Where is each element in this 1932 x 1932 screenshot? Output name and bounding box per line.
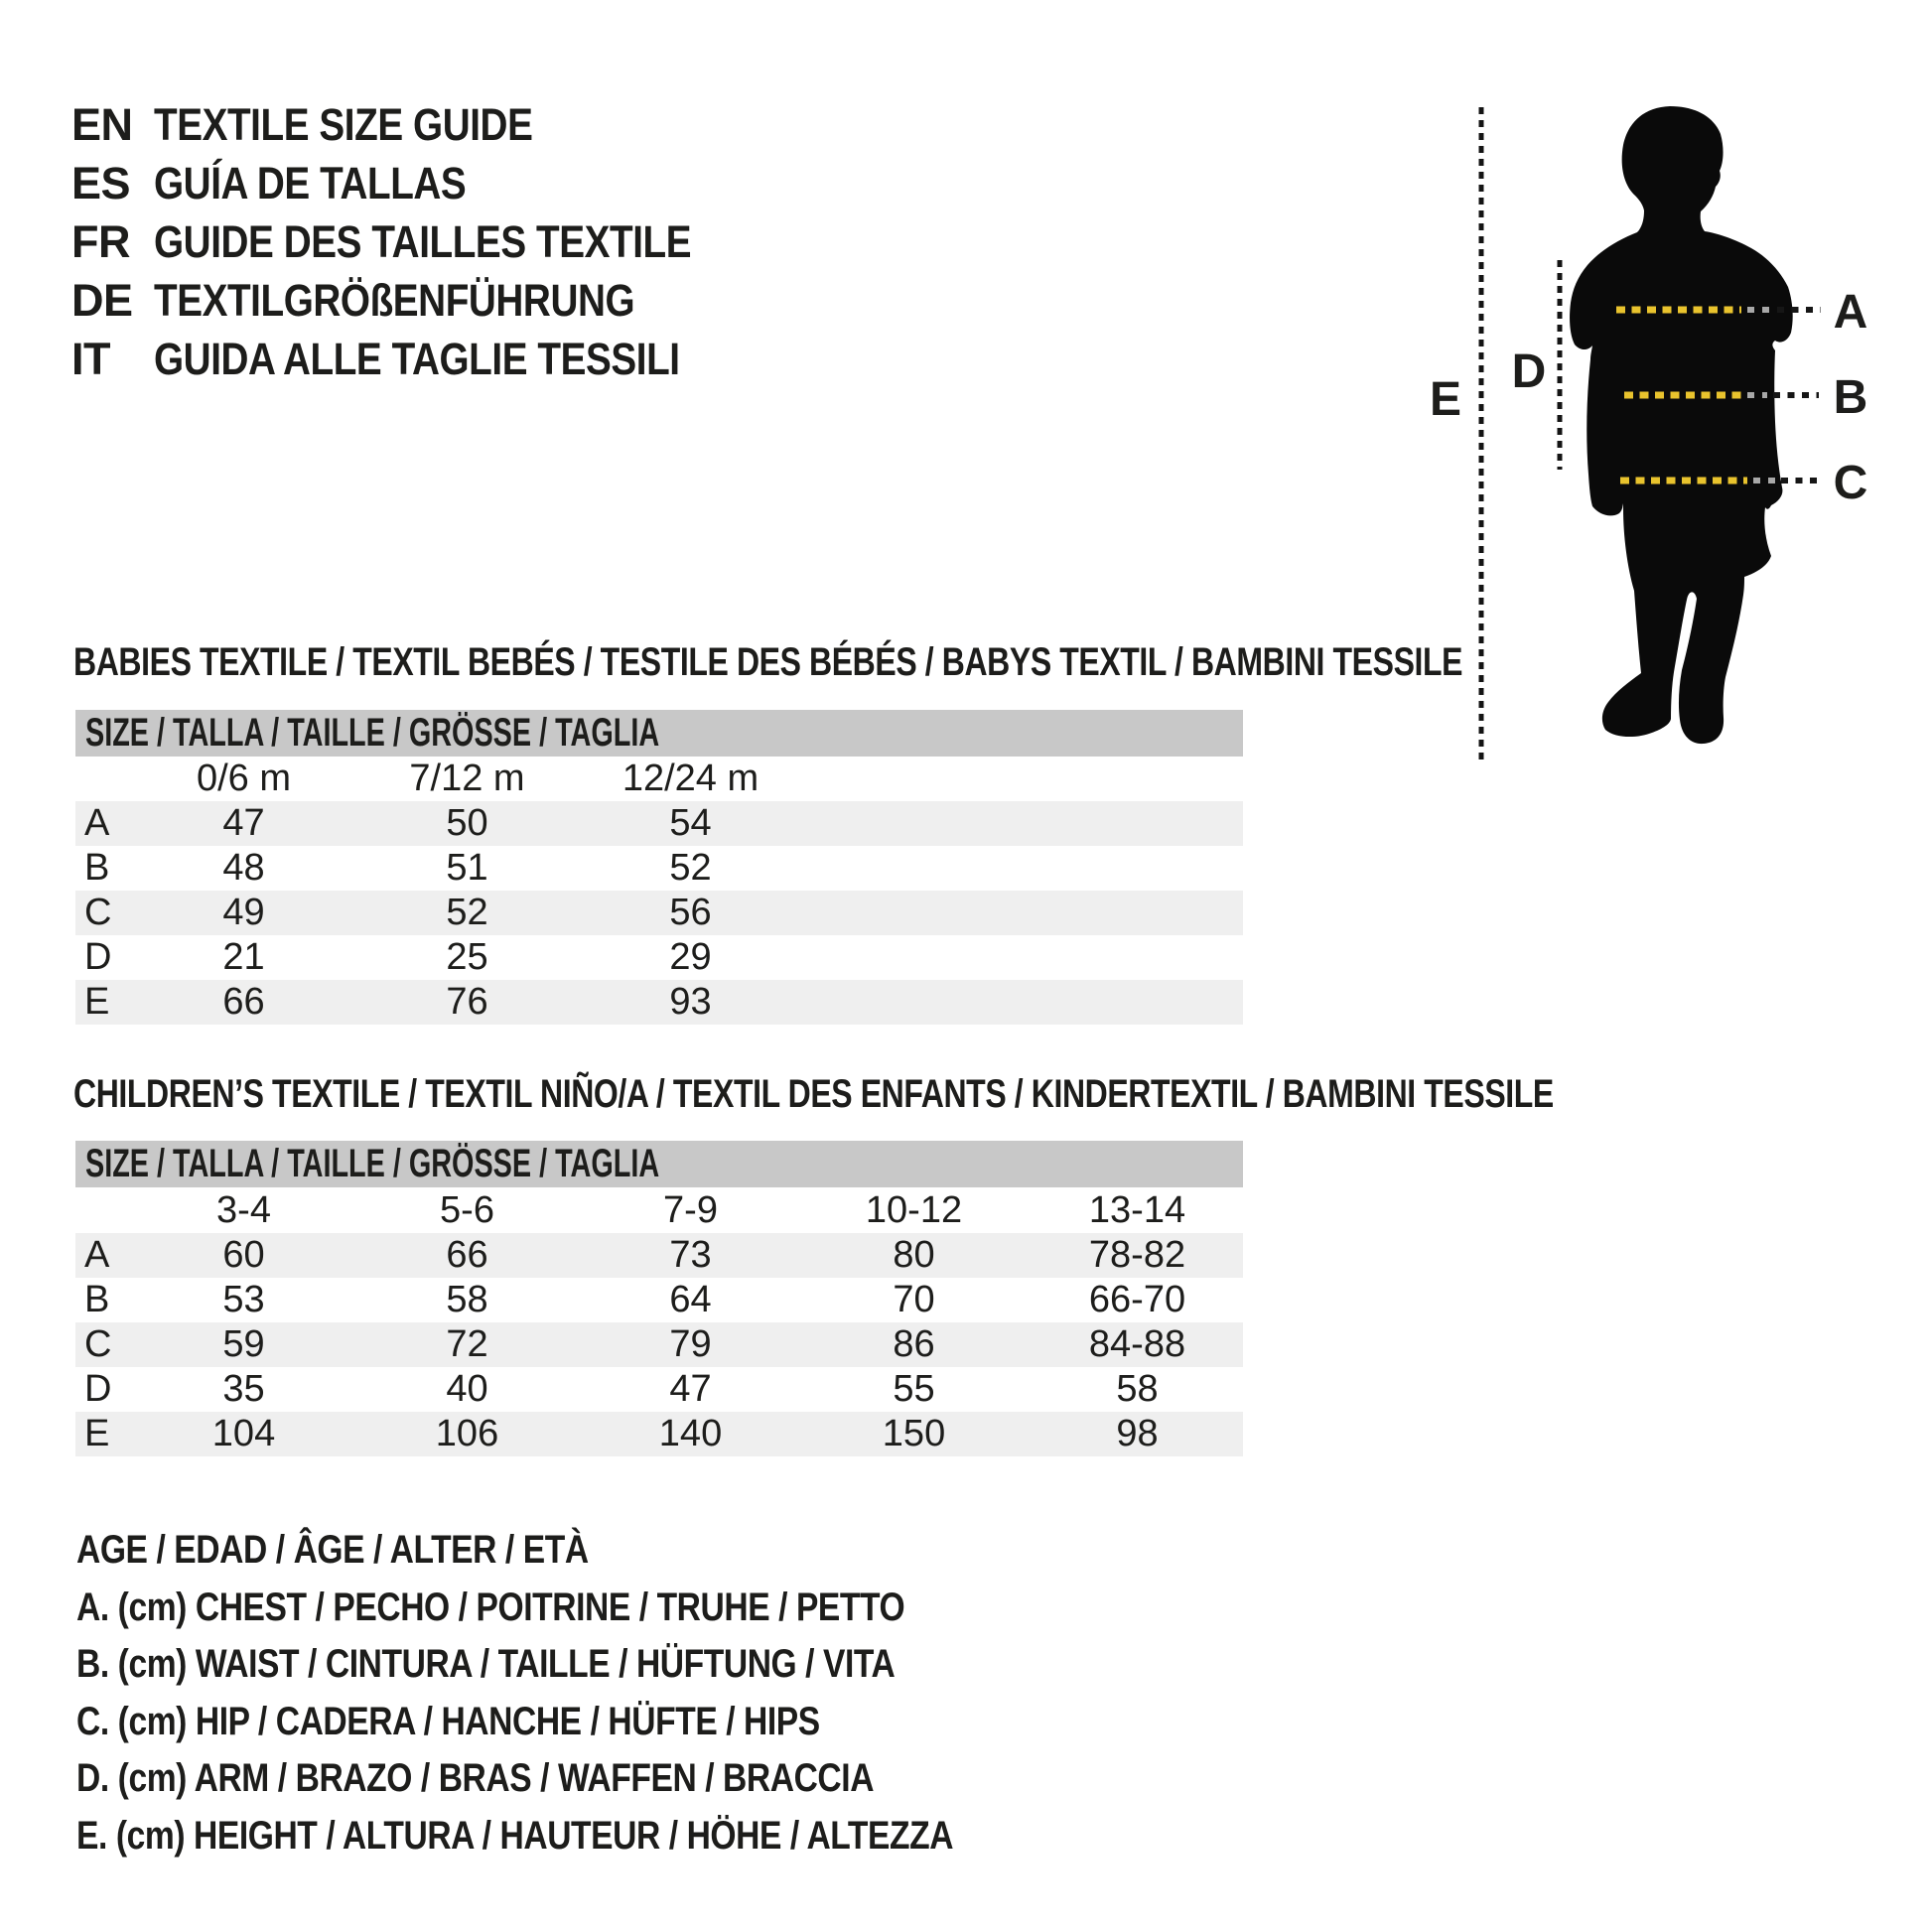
- hip-label: C: [1833, 457, 1868, 509]
- babies-size-header-text: SIZE / TALLA / TAILLE / GRÖSSE / TAGLIA: [85, 711, 660, 755]
- table-row: [75, 1412, 1243, 1456]
- babies-section-title-text: BABIES TEXTILE / TEXTIL BEBÉS / TESTILE DES BÉBÉS / BABYS TEXTIL / BAMBINI TESSILE: [73, 640, 1463, 684]
- size-value-cell: 58: [1116, 1368, 1159, 1410]
- row-label: E: [84, 1413, 110, 1454]
- table-row: [75, 846, 1243, 891]
- size-value-cell: 98: [1116, 1413, 1159, 1454]
- size-value-cell: 49: [222, 892, 265, 933]
- babies-size-header-bar: [75, 710, 1243, 757]
- language-guide-title: GUIDA ALLE TAGLIE TESSILI: [154, 333, 680, 384]
- table-row: [75, 935, 1243, 980]
- language-row: [71, 330, 778, 388]
- language-code: DE: [71, 274, 133, 326]
- table-row: [75, 801, 1243, 846]
- legend-text: AGE / EDAD / ÂGE / ALTER / ETÀ: [76, 1528, 589, 1573]
- legend-text: E. (cm) HEIGHT / ALTURA / HAUTEUR / HÖHE / ALTEZZA: [76, 1813, 954, 1858]
- height-label: E: [1430, 373, 1462, 426]
- column-header: 5-6: [440, 1189, 494, 1231]
- row-label: A: [84, 1234, 110, 1276]
- language-title-list: [71, 95, 778, 388]
- row-label: C: [84, 892, 112, 933]
- size-value-cell: 76: [446, 981, 488, 1023]
- table-row: [75, 891, 1243, 935]
- size-value-cell: 29: [669, 936, 712, 978]
- row-label: D: [84, 1368, 112, 1410]
- language-code: EN: [71, 98, 133, 150]
- size-value-cell: 80: [893, 1234, 935, 1276]
- size-value-cell: 64: [669, 1279, 712, 1320]
- chest-label: A: [1833, 286, 1868, 339]
- row-label: E: [84, 981, 110, 1023]
- column-header: 7-9: [663, 1189, 718, 1231]
- size-value-cell: 21: [222, 936, 265, 978]
- size-value-cell: 78-82: [1088, 1234, 1186, 1276]
- children-size-header-bar: [75, 1141, 1243, 1187]
- column-header: 7/12 m: [409, 758, 525, 799]
- size-value-cell: 73: [669, 1234, 712, 1276]
- size-value-cell: 51: [446, 847, 488, 889]
- table-row: [75, 980, 1243, 1025]
- size-value-cell: 35: [222, 1368, 265, 1410]
- children-size-table: [75, 1188, 1243, 1456]
- column-header: 10-12: [865, 1189, 963, 1231]
- column-header: 13-14: [1088, 1189, 1186, 1231]
- size-value-cell: 60: [222, 1234, 265, 1276]
- size-value-cell: 72: [446, 1323, 488, 1365]
- table-row: [75, 1233, 1243, 1278]
- child-measurement-figure: [1430, 79, 1932, 794]
- language-guide-title: TEXTILE SIZE GUIDE: [154, 98, 533, 150]
- legend-row: [76, 1522, 1120, 1580]
- row-label: A: [84, 802, 110, 844]
- language-row: [71, 154, 778, 212]
- row-label: B: [84, 847, 110, 889]
- language-guide-title: GUIDE DES TAILLES TEXTILE: [154, 215, 692, 267]
- size-value-cell: 150: [882, 1413, 946, 1454]
- size-value-cell: 66: [222, 981, 265, 1023]
- table-row: [75, 1322, 1243, 1367]
- babies-size-table: [75, 757, 1243, 1025]
- arm-label: D: [1511, 345, 1547, 398]
- legend-text: C. (cm) HIP / CADERA / HANCHE / HÜFTE / HIPS: [76, 1699, 820, 1743]
- language-code: FR: [71, 215, 130, 267]
- table-row: [75, 1278, 1243, 1322]
- size-value-cell: 86: [893, 1323, 935, 1365]
- size-value-cell: 47: [669, 1368, 712, 1410]
- size-value-cell: 140: [658, 1413, 723, 1454]
- row-label: D: [84, 936, 112, 978]
- row-label: B: [84, 1279, 110, 1320]
- children-size-header-text: SIZE / TALLA / TAILLE / GRÖSSE / TAGLIA: [85, 1142, 660, 1185]
- size-value-cell: 106: [435, 1413, 499, 1454]
- size-value-cell: 54: [669, 802, 712, 844]
- size-value-cell: 53: [222, 1279, 265, 1320]
- size-value-cell: 104: [211, 1413, 276, 1454]
- language-code: IT: [71, 333, 110, 384]
- legend-row: [76, 1636, 1120, 1694]
- legend-row: [76, 1580, 1120, 1637]
- language-code: ES: [71, 157, 131, 208]
- legend-row: [76, 1694, 1120, 1751]
- language-row: [71, 95, 778, 154]
- size-value-cell: 66-70: [1088, 1279, 1186, 1320]
- size-value-cell: 52: [446, 892, 488, 933]
- language-guide-title: TEXTILGRÖßENFÜHRUNG: [154, 274, 635, 326]
- size-value-cell: 79: [669, 1323, 712, 1365]
- size-value-cell: 58: [446, 1279, 488, 1320]
- size-value-cell: 48: [222, 847, 265, 889]
- children-section-title-text: CHILDREN’S TEXTILE / TEXTIL NIÑO/A / TEXTIL DES ENFANTS / KINDERTEXTIL / BAMBINI TESSILE: [73, 1072, 1554, 1116]
- size-value-cell: 84-88: [1088, 1323, 1186, 1365]
- size-value-cell: 52: [669, 847, 712, 889]
- size-value-cell: 66: [446, 1234, 488, 1276]
- language-row: [71, 271, 778, 330]
- children-section-title: [73, 1072, 1924, 1117]
- size-value-cell: 25: [446, 936, 488, 978]
- language-guide-title: GUÍA DE TALLAS: [154, 157, 467, 208]
- size-value-cell: 40: [446, 1368, 488, 1410]
- child-silhouette: [1570, 106, 1793, 744]
- column-header: 3-4: [216, 1189, 271, 1231]
- size-value-cell: 47: [222, 802, 265, 844]
- size-value-cell: 50: [446, 802, 488, 844]
- size-value-cell: 93: [669, 981, 712, 1023]
- legend-text: B. (cm) WAIST / CINTURA / TAILLE / HÜFTUNG / VITA: [76, 1642, 896, 1687]
- column-header: 12/24 m: [621, 758, 759, 799]
- legend-row: [76, 1750, 1120, 1808]
- size-value-cell: 55: [893, 1368, 935, 1410]
- column-header-row: [75, 757, 1243, 801]
- column-header-row: [75, 1188, 1243, 1233]
- column-header: 0/6 m: [196, 758, 292, 799]
- legend-text: D. (cm) ARM / BRAZO / BRAS / WAFFEN / BRACCIA: [76, 1756, 875, 1801]
- legend-row: [76, 1808, 1120, 1865]
- waist-label: B: [1833, 371, 1868, 424]
- language-row: [71, 212, 778, 271]
- size-value-cell: 59: [222, 1323, 265, 1365]
- size-value-cell: 70: [893, 1279, 935, 1320]
- legend-text: A. (cm) CHEST / PECHO / POITRINE / TRUHE / PETTO: [76, 1585, 905, 1629]
- table-row: [75, 1367, 1243, 1412]
- size-value-cell: 56: [669, 892, 712, 933]
- row-label: C: [84, 1323, 112, 1365]
- measurement-legend: [76, 1522, 1120, 1864]
